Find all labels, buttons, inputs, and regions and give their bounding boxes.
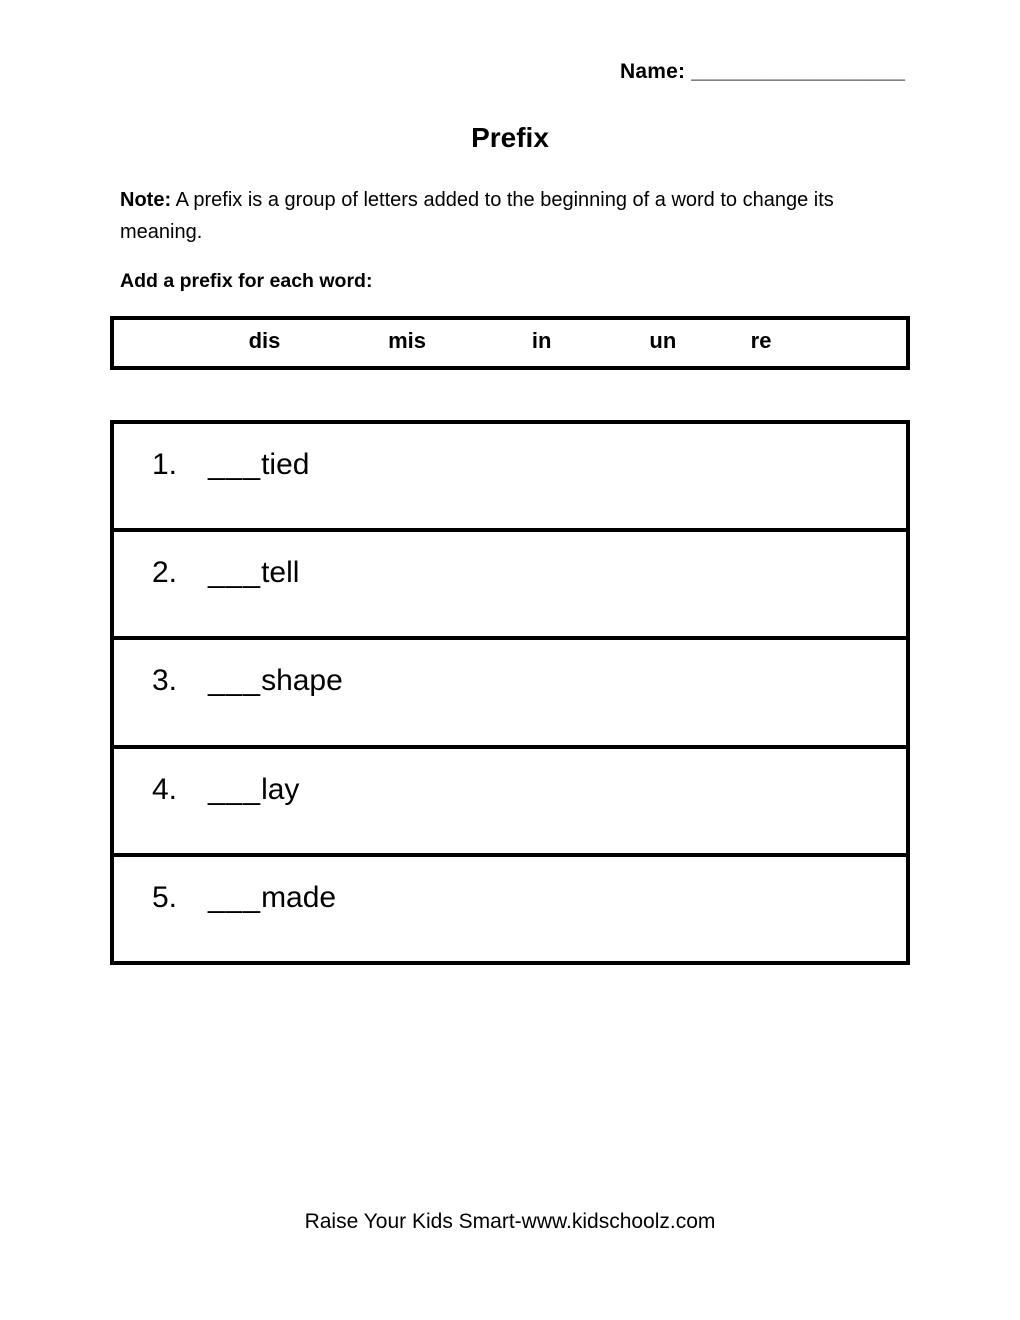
exercise-number: 5.: [152, 880, 178, 914]
exercise-row-4: [114, 749, 906, 857]
page-title: Prefix: [471, 122, 549, 153]
prefix-option-re: re: [750, 328, 772, 353]
exercise-word: lay: [261, 772, 300, 806]
answer-blank: ___: [208, 448, 262, 481]
exercise-number: 1.: [152, 448, 178, 481]
prefix-option-dis: dis: [248, 328, 281, 353]
exercise-row-3: [114, 640, 906, 748]
note-label: Note:: [120, 189, 172, 211]
exercise-row-2: [114, 532, 906, 640]
instruction-text: Add a prefix for each word:: [120, 270, 373, 292]
exercise-row-5: [114, 857, 906, 961]
exercise-number: 2.: [152, 556, 178, 590]
answer-blank: ___: [208, 772, 262, 806]
exercise-number: 4.: [152, 772, 178, 806]
exercise-word: tell: [261, 556, 300, 590]
answer-blank: ___: [208, 556, 262, 590]
exercise-table: [110, 420, 910, 965]
name-blank-line: __________________: [691, 60, 906, 83]
name-field: [620, 60, 905, 84]
exercise-word: shape: [261, 664, 343, 698]
exercise-word: tied: [261, 448, 310, 481]
exercise-row-1: [114, 424, 906, 532]
footer-branding: Raise Your Kids Smart-www.kidschoolz.com: [304, 1210, 716, 1233]
name-label: Name:: [620, 60, 686, 83]
prefix-word-bank: [110, 316, 910, 370]
answer-blank: ___: [208, 880, 262, 914]
exercise-word: made: [261, 880, 337, 914]
note-text: A prefix is a group of letters added to the beginning of a word to change its meaning.: [120, 189, 834, 243]
prefix-option-in: in: [531, 328, 552, 353]
note-paragraph: [120, 184, 902, 248]
prefix-option-mis: mis: [388, 328, 426, 353]
prefix-option-un: un: [649, 328, 677, 353]
answer-blank: ___: [208, 664, 262, 698]
exercise-number: 3.: [152, 664, 178, 698]
